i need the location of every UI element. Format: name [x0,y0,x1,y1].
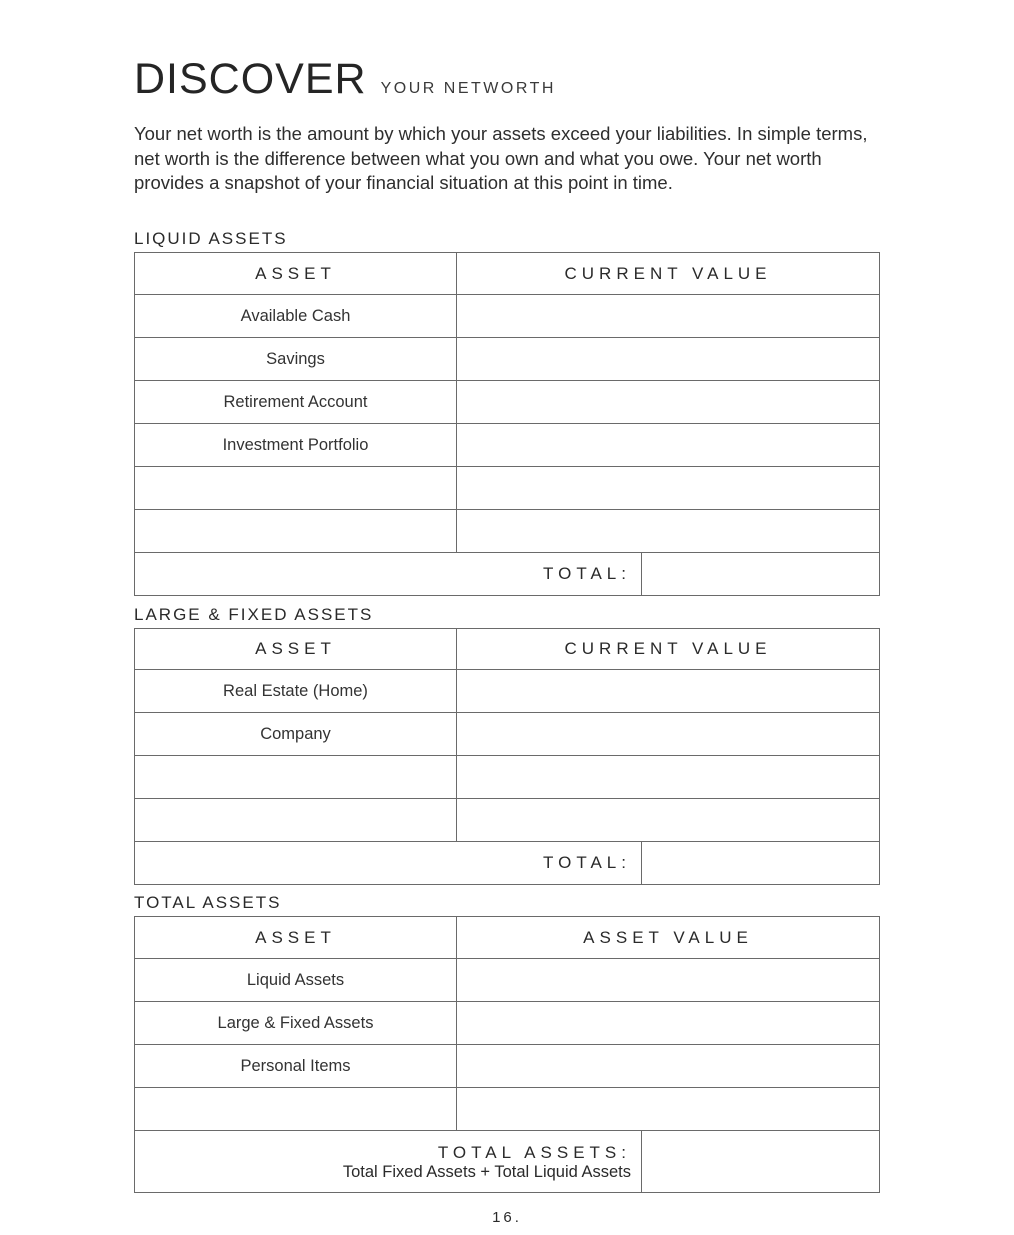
table-row [135,381,880,424]
page-subtitle: YOUR NETWORTH [380,80,556,97]
value-cell[interactable] [457,424,880,467]
asset-name-cell: Liquid Assets [135,959,457,1002]
table-row [135,1045,880,1088]
table-header-row [135,629,880,670]
total-row [135,553,880,596]
table-row [135,713,880,756]
section-label-total-assets: TOTAL ASSETS [134,893,282,912]
table-row [135,510,880,553]
total-label: TOTAL ASSETS: [437,1142,631,1162]
total-label: TOTAL: [135,553,642,596]
table-header-row [135,917,880,959]
asset-name-cell: Personal Items [135,1045,457,1088]
total-value-cell[interactable] [642,553,880,596]
page-header [134,55,556,103]
column-header-value: CURRENT VALUE [457,629,880,670]
table-row [135,1002,880,1045]
value-cell[interactable] [457,756,880,799]
asset-name-cell: Investment Portfolio [135,424,457,467]
total-formula-note: Total Fixed Assets + Total Liquid Assets [342,1162,631,1181]
value-cell[interactable] [457,959,880,1002]
table-row [135,1088,880,1131]
liquid-assets-table [134,252,880,596]
section-label-liquid-assets: LIQUID ASSETS [134,229,288,248]
value-cell[interactable] [457,799,880,842]
column-header-asset: ASSET [135,629,457,670]
total-value-cell[interactable] [642,842,880,885]
intro-paragraph: Your net worth is the amount by which your assets exceed your liabilities. In simple terms, net worth is the difference between what you own and what you owe. Your net worth provides a snapshot of your financial situation at this point in time. [134,123,868,193]
value-cell[interactable] [457,713,880,756]
value-cell[interactable] [457,510,880,553]
asset-name-cell: Company [135,713,457,756]
table-row [135,959,880,1002]
table-row [135,295,880,338]
column-header-asset: ASSET [135,253,457,295]
value-cell[interactable] [457,670,880,713]
value-cell[interactable] [457,1088,880,1131]
table-row [135,756,880,799]
asset-name-cell: Savings [135,338,457,381]
total-value-cell[interactable] [642,1131,880,1193]
table-row [135,424,880,467]
table-row [135,467,880,510]
page-number: 16. [492,1209,522,1226]
value-cell[interactable] [457,467,880,510]
asset-name-cell[interactable] [135,510,457,553]
asset-name-cell[interactable] [135,467,457,510]
fixed-assets-table [134,628,880,885]
table-header-row [135,253,880,295]
asset-name-cell[interactable] [135,756,457,799]
value-cell[interactable] [457,1002,880,1045]
asset-name-cell: Available Cash [135,295,457,338]
section-label-fixed-assets: LARGE & FIXED ASSETS [134,605,374,624]
table-row [135,799,880,842]
value-cell[interactable] [457,338,880,381]
table-row [135,338,880,381]
total-assets-label-cell [135,1131,642,1193]
page-title: DISCOVER [134,55,367,103]
total-row [135,842,880,885]
asset-name-cell[interactable] [135,1088,457,1131]
asset-name-cell: Retirement Account [135,381,457,424]
asset-name-cell: Real Estate (Home) [135,670,457,713]
total-assets-table [134,916,880,1193]
value-cell[interactable] [457,1045,880,1088]
total-label: TOTAL: [135,842,642,885]
asset-name-cell: Large & Fixed Assets [135,1002,457,1045]
value-cell[interactable] [457,295,880,338]
column-header-value: ASSET VALUE [457,917,880,959]
table-row [135,670,880,713]
column-header-value: CURRENT VALUE [457,253,880,295]
asset-name-cell[interactable] [135,799,457,842]
column-header-asset: ASSET [135,917,457,959]
total-row [135,1131,880,1193]
value-cell[interactable] [457,381,880,424]
